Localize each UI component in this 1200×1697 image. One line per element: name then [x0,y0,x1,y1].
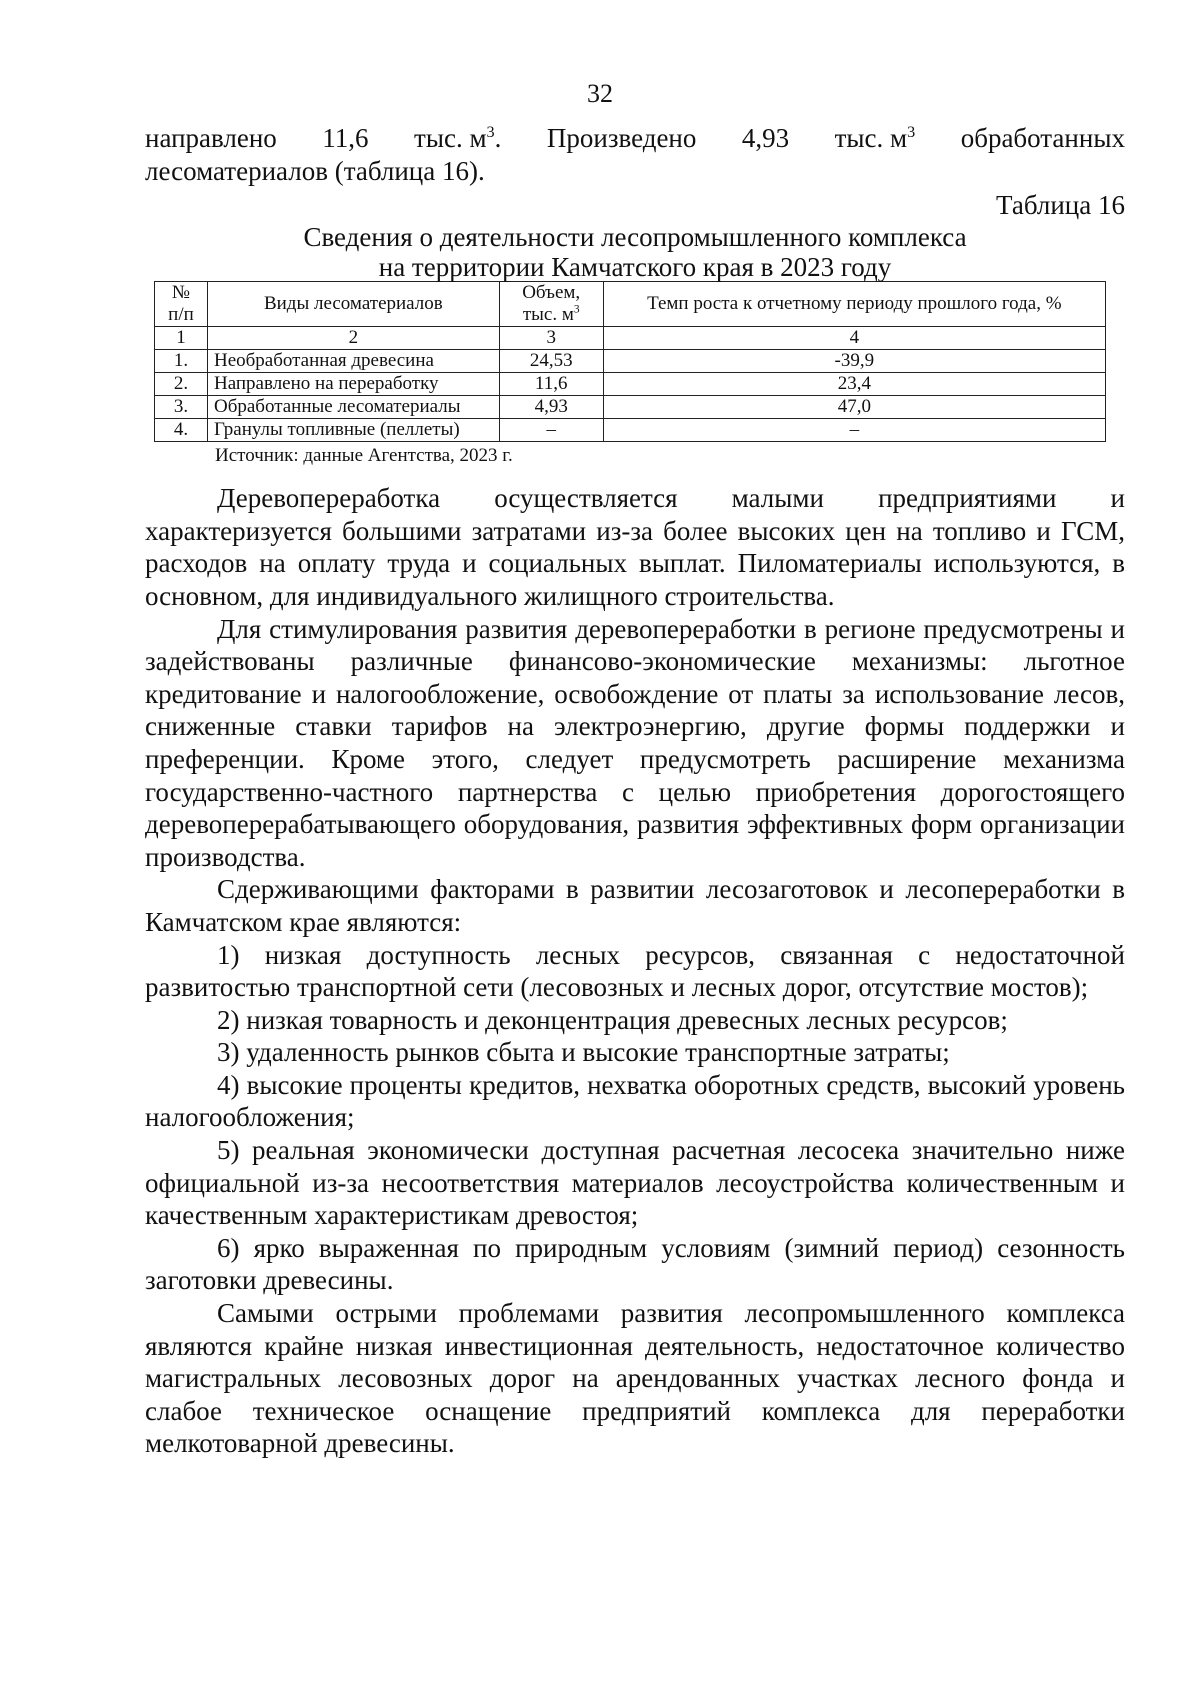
paragraph-problems: Самыми острыми проблемами развития лесопромышленного комплекса являются крайне низкая инвестиционная деятельность, недостаточное количество магистральных лесовозных дорог на арендованных участках лесного фонда и слабое техническое оснащение предприятий комплекса для переработки мелкотоварной древесины. [145,1298,1125,1459]
row-num: 4. [155,419,208,442]
table-row [155,419,1106,442]
data-table [154,281,1106,442]
table-row [155,396,1106,419]
row-growth: – [603,419,1105,442]
row-type: Обработанные лесоматериалы [207,396,499,419]
intro-unit: тыс. $м^3$. [414,123,502,153]
row-num: 3. [155,396,208,419]
list-item: 4) высокие проценты кредитов, нехватка оборотных средств, высокий уровень налогообложения; [145,1069,1125,1133]
intro-word: направлено [145,123,277,153]
header-growth: Темп роста к отчетному периоду прошлого года, % [603,282,1105,327]
table-row [155,373,1106,396]
intro-value: 11,6 [322,123,369,153]
header-num: № п/п [155,282,208,327]
intro-word: обработанных [960,123,1125,153]
row-volume: 24,53 [499,350,603,373]
row-type: Гранулы топливные (пеллеты) [207,419,499,442]
row-volume: 11,6 [499,373,603,396]
document-page [145,122,1125,1460]
row-volume: – [499,419,603,442]
table-header-row [155,282,1106,327]
table-row [155,350,1106,373]
header-type: Виды лесоматериалов [207,282,499,327]
row-growth: 23,4 [603,373,1105,396]
list-item: 2) низкая товарность и деконцентрация древесных лесных ресурсов; [217,1004,1008,1035]
intro-unit: тыс. $м^3$ [834,123,916,153]
table-label: Таблица 16 [996,190,1125,221]
row-growth: 47,0 [603,396,1105,419]
list-item: 3) удаленность рынков сбыта и высокие транспортные затраты; [217,1037,950,1068]
column-number: 4 [603,327,1105,350]
list-item: 1) низкая доступность лесных ресурсов, связанная с недостаточной развитостью транспортной сети (лесовозных и лесных дорог, отсутствие мостов); [145,939,1125,1003]
table-source: Источник: данные Агентства, 2023 г. [215,445,513,467]
column-number: 1 [155,327,208,350]
column-number: 3 [499,327,603,350]
row-type: Необработанная древесина [207,350,499,373]
table-title-line-1: Сведения о деятельности лесопромышленного комплекса [303,222,967,253]
list-item: 5) реальная экономически доступная расчетная лесосека значительно ниже официальной из-за несоответствия материалов лесоустройства количественным и качественным характеристикам древостоя; [145,1135,1125,1231]
row-type: Направлено на переработку [207,373,499,396]
intro-word: Произведено [546,123,697,153]
column-number: 2 [207,327,499,350]
row-num: 2. [155,373,208,396]
intro-line-2: лесоматериалов (таблица 16). [145,155,485,186]
row-growth: -39,9 [603,350,1105,373]
list-item: 6) ярко выраженная по природным условиям (зимний период) сезонность заготовки древесины. [145,1232,1125,1296]
table-column-numbers-row [155,327,1106,350]
paragraph-woodprocessing: Деревопереработка осуществляется малыми предприятиями и характеризуется большими затратами из-за более высоких цен на топливо и ГСМ, расходов на оплату труда и социальных выплат. Пиломатериалы используются, в основном, для индивидуального жилищного строительства. [145,483,1125,611]
table-title-line-2: на территории Камчатского края в 2023 году [378,252,892,283]
intro-value: 4,93 [741,123,790,153]
body-text [145,482,1125,1460]
paragraph-stimulation: Для стимулирования развития деревопереработки в регионе предусмотрены и задействованы различные финансово-экономические механизмы: льготное кредитование и налогообложение, освобождение от платы за использование лесов, сниженные ставки тарифов на электроэнергию, другие формы поддержки и преференции. Кроме этого, следует предусмотреть расширение механизма государственно-частного партнерства с целью приобретения дорогостоящего деревоперерабатывающего оборудования, развития эффективных форм организации производства. [145,613,1125,872]
page-number: 32 [587,79,613,108]
row-volume: 4,93 [499,396,603,419]
paragraph-constraints-intro: Сдерживающими факторами в развитии лесозаготовок и лесопереработки в Камчатском крае являются: [145,874,1125,937]
row-num: 1. [155,350,208,373]
header-volume: Объем, тыс. $м^3$ [499,282,603,327]
intro-line-1 [145,122,1125,155]
